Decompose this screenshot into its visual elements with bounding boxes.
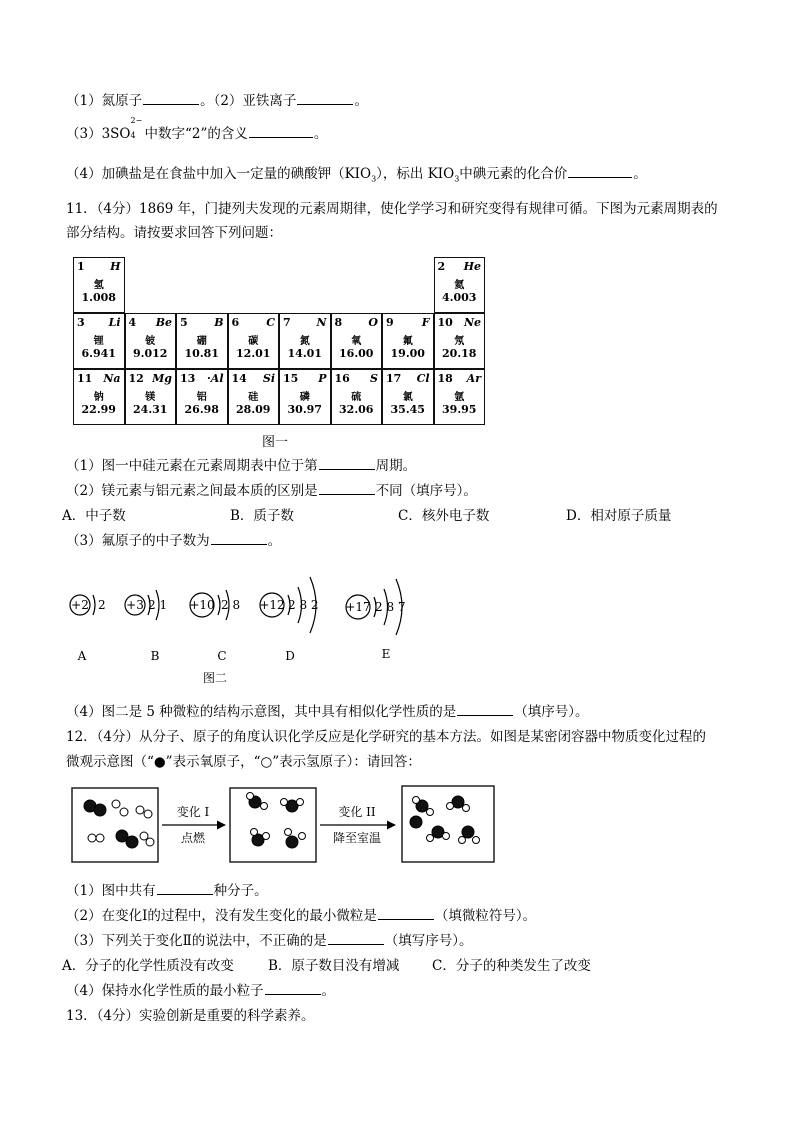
q12-stem-1: 12．（4分）从分子、原子的角度认识化学反应是化学研究的基本方法。如图是某密闭容器中物质变化过程的 — [66, 729, 707, 745]
atomic-number: 18 — [437, 372, 453, 385]
atomic-mass: 39.95 — [442, 403, 477, 416]
element-cell-b — [176, 313, 228, 369]
element-name: 硫 — [351, 392, 362, 403]
atomic-mass: 10.81 — [184, 347, 219, 360]
atomic-mass: 16.00 — [339, 347, 374, 360]
atomic-mass: 35.45 — [390, 403, 425, 416]
text: 种分子。 — [213, 883, 268, 899]
atomic-number: 8 — [334, 316, 343, 329]
element-cell-be — [125, 313, 177, 369]
element-cell-h — [73, 257, 125, 313]
element-cell-si — [228, 369, 280, 425]
answer-blank[interactable] — [211, 532, 267, 545]
element-name: 氖 — [454, 336, 465, 347]
element-cell-s — [331, 369, 383, 425]
middle-box — [230, 788, 316, 862]
atomic-mass: 20.18 — [442, 347, 477, 360]
atomic-mass: 28.09 — [236, 403, 271, 416]
element-header — [283, 372, 327, 385]
atomic-number: 12 — [128, 372, 144, 385]
element-name: 镁 — [145, 392, 156, 403]
element-header — [438, 316, 482, 329]
element-cell-n — [279, 313, 331, 369]
element-symbol: P — [318, 372, 327, 385]
option-c[interactable]: C．分子的种类发生了改变 — [432, 958, 591, 974]
atom-label: E — [381, 647, 391, 661]
element-symbol: B — [214, 316, 224, 329]
atomic-number: 7 — [283, 316, 291, 329]
element-cell-cl — [382, 369, 434, 425]
element-header — [335, 316, 379, 329]
element-name: 氢 — [93, 280, 104, 291]
atom-structure-diagrams — [60, 565, 440, 685]
text: （4）图二是 5 种微粒的结构示意图，其中具有相似化学性质的是 — [66, 704, 457, 720]
sulfate-script: 2− 4 — [130, 116, 143, 140]
element-symbol: H — [110, 260, 121, 273]
answer-blank[interactable] — [297, 92, 353, 105]
atom-d — [259, 577, 318, 663]
q11-stem-2: 部分结构。请按要求回答下列问题： — [66, 225, 282, 241]
element-name: 氧 — [351, 336, 362, 347]
q10-4-text2: ），标出 KIO — [376, 166, 455, 182]
element-header — [335, 372, 379, 385]
text: （3）下列关于变化Ⅱ的说法中，不正确的是 — [66, 933, 327, 949]
element-name: 硅 — [248, 392, 259, 403]
option-d[interactable]: D．相对原子质量 — [566, 508, 672, 524]
atomic-number: 5 — [180, 316, 188, 329]
element-symbol: Mg — [152, 372, 172, 385]
element-cell-he — [434, 257, 486, 313]
atomic-number: 1 — [77, 260, 85, 273]
q11-part3 — [66, 532, 281, 550]
text: （填序号）。 — [514, 704, 589, 720]
element-symbol: Cl — [416, 372, 430, 385]
option-c[interactable]: C．核外电子数 — [398, 508, 490, 524]
atomic-mass: 14.01 — [287, 347, 322, 360]
option-b[interactable]: B．原子数目没有增减 — [268, 958, 400, 974]
element-symbol: S — [370, 372, 378, 385]
element-name: 铝 — [196, 392, 207, 403]
element-cell-mg — [125, 369, 177, 425]
nucleus-label: +3 — [126, 598, 144, 612]
atomic-number: 16 — [334, 372, 350, 385]
element-symbol: He — [463, 260, 481, 273]
element-name: 硼 — [196, 336, 207, 347]
atomic-mass: 1.008 — [81, 291, 116, 304]
reaction-diagram — [70, 784, 500, 866]
element-header — [283, 316, 327, 329]
punct: 。 — [313, 126, 328, 142]
element-cell-p — [279, 369, 331, 425]
nucleus-label: +17 — [345, 600, 371, 614]
atomic-mass: 19.00 — [390, 347, 425, 360]
q10-1-text: （1）氮原子 — [66, 93, 143, 109]
atomic-mass: 9.012 — [133, 347, 168, 360]
atom-label: D — [285, 649, 295, 663]
atomic-mass: 24.31 — [133, 403, 168, 416]
nucleus-label: +2 — [71, 598, 89, 612]
text: （1）图一中硅元素在元素周期表中位于第 — [66, 458, 318, 474]
atom-a — [70, 595, 106, 663]
answer-blank[interactable] — [143, 92, 199, 105]
element-cell-al — [176, 369, 228, 425]
shell-electrons: 2 1 — [148, 598, 168, 612]
element-symbol: C — [266, 316, 275, 329]
answer-blank[interactable] — [319, 457, 375, 470]
answer-blank[interactable] — [457, 703, 513, 716]
element-name: 氮 — [299, 336, 310, 347]
element-header — [180, 316, 224, 329]
atomic-number: 2 — [437, 260, 446, 273]
element-header — [180, 372, 224, 385]
atomic-mass: 4.003 — [442, 291, 477, 304]
element-cell-f — [382, 313, 434, 369]
q12-part3 — [66, 932, 473, 950]
text: （1）图中共有 — [66, 883, 156, 899]
atomic-number: 6 — [231, 316, 240, 329]
element-symbol: Be — [155, 316, 172, 329]
atomic-number: 10 — [437, 316, 453, 329]
element-symbol: Na — [103, 372, 121, 385]
atom-label: B — [150, 649, 160, 663]
q12-part1 — [66, 882, 268, 900]
element-header — [386, 372, 430, 385]
before-box — [72, 788, 158, 862]
element-header — [386, 316, 430, 329]
element-cell-ne — [434, 313, 486, 369]
element-symbol: Si — [262, 372, 275, 385]
text: （填微粒符号）。 — [434, 908, 537, 924]
atomic-mass: 22.99 — [81, 403, 116, 416]
answer-blank[interactable] — [378, 907, 434, 920]
element-symbol: F — [421, 316, 430, 329]
element-symbol: Ne — [463, 316, 481, 329]
periodic-table — [73, 257, 489, 425]
element-name: 磷 — [299, 392, 310, 403]
text: （2）在变化Ⅰ的过程中，没有发生变化的最小微粒是 — [66, 908, 377, 924]
element-cell-c — [228, 313, 280, 369]
answer-blank[interactable] — [265, 982, 321, 995]
atomic-number: 17 — [386, 372, 402, 385]
atomic-mass: 26.98 — [184, 403, 219, 416]
element-header — [129, 316, 173, 329]
figure-2-caption: 图二 — [202, 671, 228, 685]
atomic-number: 11 — [77, 372, 93, 385]
shell-electrons: 2 8 — [221, 598, 241, 612]
atom-c — [189, 590, 240, 663]
atom-label: A — [77, 649, 87, 663]
element-cell-o — [331, 313, 383, 369]
nucleus-label: +12 — [259, 598, 285, 612]
q11-part2 — [66, 482, 477, 500]
element-name: 氟 — [402, 336, 413, 347]
text: 不同（填序号）。 — [375, 483, 477, 499]
q11-part1 — [66, 457, 416, 475]
change-2-condition: 降至室温 — [332, 831, 382, 845]
element-header — [438, 372, 482, 385]
q11-part4 — [66, 703, 589, 721]
sub: 3 — [454, 174, 460, 184]
shell-electrons: 2 — [98, 598, 106, 612]
element-name: 碳 — [248, 336, 259, 347]
punct: 。 — [633, 166, 647, 182]
element-cell-na — [73, 369, 125, 425]
element-symbol: Ar — [466, 372, 481, 385]
change-1-label: 变化 I — [176, 805, 210, 819]
atomic-mass: 12.01 — [236, 347, 271, 360]
atomic-number: 13 — [180, 372, 196, 385]
q12-part4 — [66, 982, 335, 1000]
atomic-mass: 30.97 — [287, 403, 322, 416]
atomic-number: 15 — [283, 372, 299, 385]
answer-blank[interactable] — [328, 932, 384, 945]
q10-line1 — [66, 92, 368, 110]
q10-3-text: （3）3SO — [66, 126, 131, 142]
element-symbol: N — [316, 316, 327, 329]
option-a[interactable]: A．中子数 — [62, 508, 126, 524]
q10-line4 — [66, 165, 647, 183]
q12-stem-2: 微观示意图（“●”表示氧原子，“○”表示氢原子）：请回答： — [66, 754, 421, 770]
element-symbol: Li — [108, 316, 121, 329]
element-header — [232, 372, 276, 385]
q12-part2 — [66, 907, 536, 925]
answer-blank[interactable] — [249, 125, 313, 138]
element-cell-ar — [434, 369, 486, 425]
change-2-label: 变化 II — [338, 805, 376, 819]
atomic-mass: 32.06 — [339, 403, 374, 416]
atom-b — [125, 590, 167, 663]
text: （3）氟原子的中子数为 — [66, 533, 210, 549]
element-symbol: ·Al — [206, 372, 224, 385]
atomic-mass: 6.941 — [81, 347, 116, 360]
element-header — [129, 372, 173, 385]
atomic-number: 3 — [77, 316, 85, 329]
element-header — [232, 316, 276, 329]
atom-label: C — [217, 649, 227, 663]
option-b[interactable]: B．质子数 — [230, 508, 294, 524]
element-header — [77, 316, 121, 329]
element-name: 钠 — [93, 392, 104, 403]
change-1-condition: 点燃 — [180, 831, 206, 845]
answer-blank[interactable] — [568, 165, 632, 178]
q10-2-text: 。（2）亚铁离子 — [200, 93, 297, 109]
nucleus-label: +10 — [189, 598, 215, 612]
element-header — [77, 372, 121, 385]
text: 。 — [267, 533, 282, 549]
q10-line3 — [66, 116, 328, 143]
text: （2）镁元素与铝元素之间最本质的区别是 — [66, 483, 318, 499]
atomic-number: 9 — [386, 316, 394, 329]
element-header — [77, 260, 121, 273]
answer-blank[interactable] — [157, 882, 213, 895]
element-name: 氯 — [402, 392, 413, 403]
text: 周期。 — [375, 458, 417, 474]
q11-stem-1: 11．（4分）1869 年，门捷列夫发现的元素周期律，使化学学习和研究变得有规律可循。下图为元素周期表的 — [66, 201, 718, 217]
element-name: 锂 — [93, 336, 104, 347]
text: （4）保持水化学性质的最小粒子 — [66, 983, 264, 999]
shell-electrons: 2 8 2 — [288, 598, 319, 612]
element-name: 氦 — [454, 280, 465, 291]
atom-e — [345, 579, 405, 661]
q10-3-text2: 中数字“2”的含义 — [144, 126, 248, 142]
element-cell-li — [73, 313, 125, 369]
atomic-number: 14 — [231, 372, 247, 385]
element-name: 氩 — [454, 392, 465, 403]
text: （填写序号）。 — [384, 933, 473, 949]
sub: 3 — [371, 174, 377, 184]
atomic-number: 4 — [128, 316, 137, 329]
text: 。 — [321, 983, 336, 999]
q10-4-text3: 中碘元素的化合价 — [459, 166, 568, 182]
q13-stem: 13．（4分）实验创新是重要的科学素养。 — [66, 1008, 315, 1024]
q10-4-text: （4）加碘盐是在食盐中加入一定量的碘酸钾（KIO — [66, 166, 372, 182]
shell-electrons: 2 8 7 — [375, 600, 406, 614]
element-symbol: O — [368, 316, 378, 329]
figure-1-caption: 图一 — [262, 435, 289, 450]
answer-blank[interactable] — [319, 482, 375, 495]
option-a[interactable]: A．分子的化学性质没有改变 — [62, 958, 234, 974]
element-name: 铍 — [145, 336, 156, 347]
element-header — [438, 260, 482, 273]
punct: 。 — [354, 93, 368, 109]
